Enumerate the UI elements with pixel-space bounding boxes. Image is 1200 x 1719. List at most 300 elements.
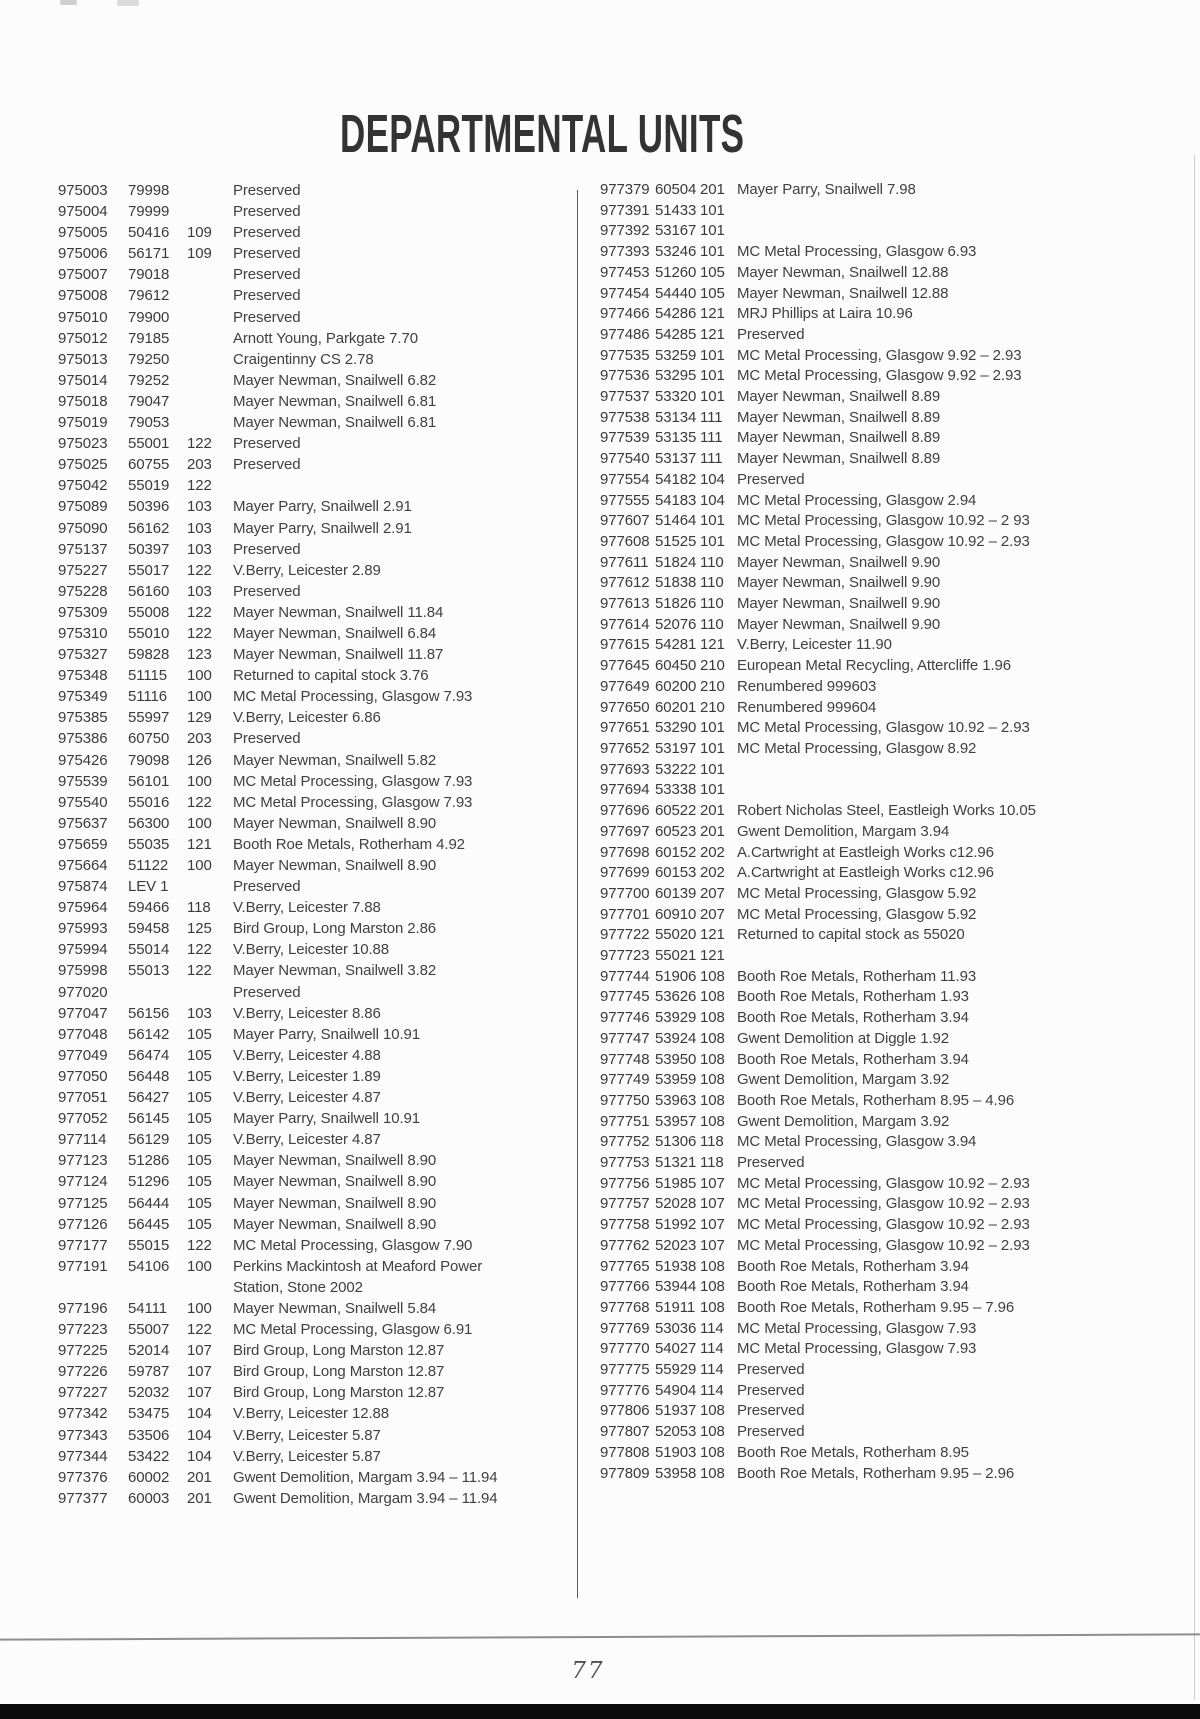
scan-artifact-mark — [117, 0, 139, 6]
disposal-note: Returned to capital stock as 55020 — [737, 926, 965, 944]
unit-number: 977227 — [58, 1384, 108, 1402]
pool-code: 111 — [700, 429, 723, 447]
disposal-note: V.Berry, Leicester 4.87 — [233, 1131, 381, 1149]
previous-number: 54106 — [128, 1257, 170, 1275]
unit-number: 977125 — [58, 1194, 108, 1212]
disposal-note: Mayer Newman, Snailwell 6.82 — [233, 371, 437, 389]
unit-number: 977554 — [600, 470, 650, 488]
table-row — [58, 1003, 574, 1024]
pool-code: 207 — [700, 884, 725, 902]
unit-number: 977645 — [600, 657, 650, 675]
previous-number: 51937 — [655, 1402, 697, 1420]
table-row — [600, 1236, 1196, 1257]
pool-code: 122 — [187, 1236, 212, 1254]
table-row — [600, 1091, 1196, 1112]
pool-code: 111 — [700, 408, 723, 426]
table-row — [58, 1319, 574, 1340]
unit-number: 977379 — [600, 181, 650, 198]
disposal-note: MC Metal Processing, Glasgow 7.93 — [737, 1340, 977, 1358]
pool-code: 107 — [187, 1363, 212, 1381]
disposal-note: MC Metal Processing, Glasgow 7.93 — [233, 793, 473, 811]
unit-number: 977050 — [58, 1067, 108, 1085]
unit-number: 977701 — [600, 905, 650, 923]
previous-number: 79047 — [128, 392, 170, 410]
unit-number: 977124 — [58, 1173, 108, 1191]
unit-number: 977698 — [600, 843, 650, 861]
pool-code: 114 — [700, 1381, 724, 1399]
unit-number: 977611 — [600, 553, 649, 571]
unit-number: 975539 — [58, 772, 108, 790]
table-row — [600, 201, 1196, 222]
pool-code: 122 — [187, 477, 212, 495]
pool-code: 108 — [700, 1091, 725, 1109]
pool-code: 108 — [700, 1029, 725, 1047]
previous-number: 51992 — [655, 1216, 697, 1234]
table-row — [600, 1381, 1196, 1402]
table-row — [600, 1194, 1196, 1215]
pool-code: 121 — [700, 305, 725, 323]
table-row — [600, 1174, 1196, 1195]
table-row — [58, 307, 574, 328]
scan-bottom-edge — [0, 1704, 1200, 1719]
table-row — [600, 1029, 1196, 1050]
pool-code: 123 — [187, 646, 212, 664]
table-row — [600, 1464, 1196, 1485]
pool-code: 105 — [700, 263, 725, 281]
disposal-note: Booth Roe Metals, Rotherham 3.94 — [737, 1050, 969, 1068]
unit-number: 975042 — [58, 477, 108, 495]
unit-number: 975005 — [58, 224, 108, 242]
unit-number: 977650 — [600, 698, 650, 716]
previous-number: 51433 — [655, 201, 697, 219]
pool-code: 121 — [187, 835, 212, 853]
pool-code: 201 — [187, 1489, 212, 1507]
table-row — [58, 180, 574, 201]
disposal-note: Booth Roe Metals, Rotherham 9.95 – 7.96 — [737, 1298, 1015, 1316]
disposal-note: MC Metal Processing, Glasgow 7.90 — [233, 1236, 473, 1254]
unit-number: 977225 — [58, 1342, 108, 1360]
unit-number: 977766 — [600, 1278, 650, 1296]
previous-number: 56427 — [128, 1089, 170, 1107]
previous-number: 56445 — [128, 1215, 170, 1233]
disposal-note: Booth Roe Metals, Rotherham 3.94 — [737, 1278, 969, 1296]
pool-code: 108 — [700, 1298, 725, 1316]
unit-number: 977649 — [600, 677, 650, 695]
previous-number: 60523 — [655, 822, 697, 840]
disposal-note: V.Berry, Leicester 10.88 — [233, 941, 390, 959]
pool-code: 114 — [700, 1319, 724, 1337]
table-row — [58, 1467, 574, 1488]
pool-code: 101 — [700, 222, 725, 240]
table-row — [58, 1235, 574, 1256]
pool-code: 100 — [187, 1299, 212, 1317]
disposal-note: MC Metal Processing, Glasgow 10.92 – 2.93 — [737, 1195, 1030, 1213]
table-row — [600, 366, 1196, 387]
pool-code: 103 — [187, 1004, 212, 1022]
previous-number: 53422 — [128, 1447, 170, 1465]
table-row — [58, 855, 574, 876]
pool-code: 210 — [700, 698, 725, 716]
table-row — [600, 1360, 1196, 1381]
unit-number: 977744 — [600, 967, 650, 985]
pool-code: 121 — [700, 325, 725, 343]
disposal-note: Gwent Demolition at Diggle 1.92 — [737, 1029, 950, 1047]
pool-code: 100 — [187, 667, 212, 685]
previous-number: 55015 — [128, 1236, 170, 1254]
previous-number: 79053 — [128, 414, 170, 432]
table-row — [58, 1024, 574, 1045]
unit-number: 977196 — [58, 1299, 108, 1317]
disposal-note: Mayer Newman, Snailwell 9.90 — [737, 553, 941, 571]
unit-number: 975013 — [58, 350, 108, 368]
disposal-note: Preserved — [233, 203, 301, 221]
unit-number: 977806 — [600, 1402, 650, 1420]
previous-number: 53959 — [655, 1071, 697, 1089]
unit-number: 977049 — [58, 1046, 108, 1064]
table-row — [600, 863, 1196, 884]
table-row — [600, 284, 1196, 305]
previous-number: 59458 — [128, 920, 170, 938]
pool-code: 122 — [187, 624, 212, 642]
unit-number: 977756 — [600, 1174, 650, 1192]
disposal-note: MC Metal Processing, Glasgow 10.92 – 2 93 — [737, 512, 1030, 530]
previous-number: 51321 — [655, 1154, 697, 1172]
previous-number: 53950 — [655, 1050, 697, 1068]
disposal-note: Returned to capital stock 3.76 — [233, 667, 429, 685]
pool-code: 122 — [187, 962, 212, 980]
unit-number: 975010 — [58, 308, 108, 326]
pool-code: 203 — [187, 456, 212, 474]
disposal-note: Preserved — [737, 1154, 805, 1172]
unit-number: 977615 — [600, 636, 650, 654]
unit-number: 975964 — [58, 899, 108, 917]
unit-number: 977613 — [600, 595, 650, 613]
table-row — [58, 1193, 574, 1214]
unit-number: 977342 — [58, 1405, 108, 1423]
table-row — [58, 539, 574, 560]
unit-number: 975659 — [58, 835, 108, 853]
pool-code: 110 — [700, 574, 724, 592]
pool-code: 122 — [187, 1321, 212, 1339]
previous-number: 56142 — [128, 1025, 170, 1043]
disposal-note: Preserved — [737, 1381, 805, 1399]
previous-number: 56474 — [128, 1046, 170, 1064]
pool-code: 201 — [187, 1468, 212, 1486]
unit-number: 977768 — [600, 1298, 650, 1316]
unit-number: 977693 — [600, 760, 650, 778]
disposal-note: Preserved — [737, 1361, 805, 1379]
previous-number: 53944 — [655, 1278, 697, 1296]
pool-code: 107 — [700, 1195, 725, 1213]
disposal-note: MC Metal Processing, Glasgow 9.92 – 2.93 — [737, 367, 1022, 385]
page-title: DEPARTMENTAL UNITS — [340, 104, 745, 165]
unit-number: 977051 — [58, 1089, 108, 1107]
previous-number: 51911 — [655, 1298, 696, 1316]
table-row — [600, 532, 1196, 553]
unit-number: 975998 — [58, 962, 108, 980]
pool-code: 122 — [187, 603, 212, 621]
disposal-note: Gwent Demolition, Margam 3.94 – 11.94 — [233, 1468, 498, 1486]
table-row — [58, 391, 574, 412]
table-row — [600, 470, 1196, 491]
pool-code: 121 — [700, 926, 725, 944]
pool-code: 201 — [700, 822, 725, 840]
unit-number: 977538 — [600, 408, 650, 426]
unit-number: 975007 — [58, 266, 108, 284]
pool-code: 104 — [700, 491, 725, 509]
previous-number: 52076 — [655, 615, 697, 633]
table-row — [58, 454, 574, 475]
disposal-note: Renumbered 999604 — [737, 698, 877, 716]
disposal-note: MC Metal Processing, Glasgow 7.93 — [737, 1319, 977, 1337]
unit-number: 975014 — [58, 371, 108, 389]
table-row — [58, 728, 574, 749]
table-row — [600, 698, 1196, 719]
pool-code: 210 — [700, 677, 725, 695]
table-row — [58, 876, 574, 897]
table-row — [58, 1150, 574, 1171]
unit-number: 977126 — [58, 1215, 108, 1233]
pool-code: 101 — [700, 532, 725, 550]
previous-number: 54285 — [655, 325, 697, 343]
previous-number: 60450 — [655, 657, 697, 675]
disposal-note: Robert Nicholas Steel, Eastleigh Works 10.05 — [737, 802, 1036, 820]
disposal-note: MC Metal Processing, Glasgow 7.93 — [233, 772, 473, 790]
pool-code: 105 — [187, 1067, 212, 1085]
unit-number: 975426 — [58, 751, 108, 769]
previous-number: 53167 — [655, 222, 697, 240]
table-row — [58, 1256, 574, 1298]
previous-number: 60152 — [655, 843, 697, 861]
previous-number: 53626 — [655, 988, 697, 1006]
disposal-note: Preserved — [233, 308, 301, 326]
previous-number: 55008 — [128, 603, 170, 621]
column-divider-rule — [577, 190, 578, 1598]
table-row — [600, 1443, 1196, 1464]
pool-code: 108 — [700, 1423, 725, 1441]
pool-code: 108 — [700, 1443, 725, 1461]
right-column — [600, 180, 1196, 1484]
pool-code: 108 — [700, 988, 725, 1006]
unit-number: 975019 — [58, 414, 108, 432]
pool-code: 101 — [700, 760, 725, 778]
disposal-note: Booth Roe Metals, Rotherham 3.94 — [737, 1009, 969, 1027]
disposal-note: Mayer Newman, Snailwell 8.90 — [233, 814, 437, 832]
unit-number: 977769 — [600, 1319, 650, 1337]
previous-number: 60002 — [128, 1468, 170, 1486]
pool-code: 101 — [700, 346, 725, 364]
disposal-note: Preserved — [233, 266, 301, 284]
unit-number: 975089 — [58, 498, 108, 516]
pool-code: 105 — [700, 284, 725, 302]
previous-number: 53246 — [655, 243, 697, 261]
unit-number: 975349 — [58, 688, 108, 706]
unit-number: 977376 — [58, 1468, 108, 1486]
table-row — [58, 813, 574, 834]
disposal-note: Craigentinny CS 2.78 — [233, 350, 374, 368]
previous-number: 53963 — [655, 1091, 697, 1109]
disposal-note: Mayer Newman, Snailwell 12.88 — [737, 284, 949, 302]
unit-number: 975309 — [58, 603, 108, 621]
table-row — [600, 884, 1196, 905]
previous-number: 55021 — [655, 947, 697, 965]
disposal-note: European Metal Recycling, Attercliffe 1.96 — [737, 657, 1012, 675]
table-row — [600, 1298, 1196, 1319]
disposal-note: V.Berry, Leicester 4.87 — [233, 1089, 381, 1107]
pool-code: 110 — [700, 553, 724, 571]
unit-number: 977699 — [600, 864, 650, 882]
unit-number: 977809 — [600, 1464, 650, 1482]
table-row — [600, 180, 1196, 201]
table-row — [58, 222, 574, 243]
previous-number: 56300 — [128, 814, 170, 832]
unit-number: 977177 — [58, 1236, 108, 1254]
unit-number: 977535 — [600, 346, 650, 364]
disposal-note: V.Berry, Leicester 7.88 — [233, 899, 381, 917]
disposal-note: MC Metal Processing, Glasgow 10.92 – 2.93 — [737, 1174, 1030, 1192]
unit-number: 975993 — [58, 920, 108, 938]
unit-number: 975008 — [58, 287, 108, 305]
pool-code: 203 — [187, 730, 212, 748]
pool-code: 109 — [187, 245, 212, 263]
table-row — [58, 602, 574, 623]
previous-number: 51116 — [128, 688, 167, 706]
table-row — [58, 1171, 574, 1192]
pool-code: 114 — [700, 1361, 724, 1379]
unit-number: 977454 — [600, 284, 650, 302]
unit-number: 977808 — [600, 1443, 650, 1461]
disposal-note: Preserved — [233, 983, 301, 1001]
unit-number: 977537 — [600, 388, 650, 406]
disposal-note: Bird Group, Long Marston 12.87 — [233, 1342, 445, 1360]
table-row — [600, 511, 1196, 532]
unit-number: 977753 — [600, 1154, 650, 1172]
previous-number: 52023 — [655, 1236, 697, 1254]
unit-number: 977807 — [600, 1423, 650, 1441]
table-row — [600, 221, 1196, 242]
previous-number: 79998 — [128, 182, 170, 199]
table-row — [58, 201, 574, 222]
disposal-note: Preserved — [233, 224, 301, 242]
table-row — [600, 760, 1196, 781]
disposal-note: MC Metal Processing, Glasgow 10.92 – 2.93 — [737, 1216, 1030, 1234]
unit-number: 977750 — [600, 1091, 650, 1109]
pool-code: 207 — [700, 905, 725, 923]
unit-number: 977612 — [600, 574, 650, 592]
table-row — [58, 496, 574, 517]
pool-code: 108 — [700, 1071, 725, 1089]
previous-number: 60139 — [655, 884, 697, 902]
previous-number: 54111 — [128, 1299, 167, 1317]
table-row — [58, 1361, 574, 1382]
disposal-note: Mayer Parry, Snailwell 2.91 — [233, 519, 412, 537]
unit-number: 977614 — [600, 615, 650, 633]
disposal-note: MC Metal Processing, Glasgow 3.94 — [737, 1133, 977, 1151]
table-row — [600, 843, 1196, 864]
pool-code: 101 — [700, 781, 725, 799]
disposal-note: V.Berry, Leicester 5.87 — [233, 1447, 381, 1465]
disposal-note: Booth Roe Metals, Rotherham 4.92 — [233, 835, 465, 853]
table-row — [58, 1382, 574, 1403]
pool-code: 107 — [700, 1236, 725, 1254]
disposal-note: Gwent Demolition, Margam 3.94 – 11.94 — [233, 1489, 498, 1507]
previous-number: 60153 — [655, 864, 697, 882]
table-row — [600, 656, 1196, 677]
pool-code: 103 — [187, 582, 212, 600]
unit-number: 977745 — [600, 988, 650, 1006]
unit-number: 977223 — [58, 1321, 108, 1339]
unit-number: 977052 — [58, 1110, 108, 1128]
table-row — [58, 918, 574, 939]
previous-number: 56160 — [128, 582, 170, 600]
table-row — [58, 1214, 574, 1235]
unit-number: 975385 — [58, 709, 108, 727]
previous-number: 79999 — [128, 203, 170, 221]
disposal-note: Preserved — [233, 287, 301, 305]
disposal-note: V.Berry, Leicester 5.87 — [233, 1426, 381, 1444]
previous-number: 55001 — [128, 435, 170, 453]
disposal-note: Preserved — [737, 1402, 805, 1420]
table-row — [58, 1340, 574, 1361]
unit-number: 975137 — [58, 540, 108, 558]
table-row — [600, 428, 1196, 449]
previous-number: 51260 — [655, 263, 697, 281]
disposal-note: Mayer Newman, Snailwell 11.87 — [233, 646, 444, 664]
unit-number: 975386 — [58, 730, 108, 748]
pool-code: 202 — [700, 843, 725, 861]
table-row — [58, 328, 574, 349]
pool-code: 107 — [700, 1216, 725, 1234]
table-row — [58, 1488, 574, 1509]
disposal-note: Mayer Newman, Snailwell 8.90 — [233, 1194, 437, 1212]
disposal-note: Mayer Newman, Snailwell 6.81 — [233, 392, 437, 410]
table-row — [600, 1339, 1196, 1360]
previous-number: 79900 — [128, 308, 170, 326]
disposal-note: MC Metal Processing, Glasgow 10.92 – 2.93 — [737, 1236, 1030, 1254]
previous-number: 55016 — [128, 793, 170, 811]
disposal-note: Mayer Newman, Snailwell 8.89 — [737, 408, 941, 426]
pool-code: 101 — [700, 243, 725, 261]
pool-code: 105 — [187, 1131, 212, 1149]
disposal-note: Mayer Newman, Snailwell 3.82 — [233, 962, 437, 980]
previous-number: 55929 — [655, 1361, 697, 1379]
table-row — [600, 449, 1196, 470]
disposal-note: Mayer Parry, Snailwell 10.91 — [233, 1110, 421, 1128]
pool-code: 107 — [187, 1342, 212, 1360]
previous-number: 51286 — [128, 1152, 170, 1170]
pool-code: 105 — [187, 1046, 212, 1064]
disposal-note: Mayer Newman, Snailwell 8.89 — [737, 429, 941, 447]
table-row — [600, 905, 1196, 926]
pool-code: 104 — [700, 470, 725, 488]
unit-number: 977114 — [58, 1131, 107, 1149]
previous-number: 53222 — [655, 760, 697, 778]
pool-code: 105 — [187, 1194, 212, 1212]
table-row — [600, 635, 1196, 656]
unit-number: 975090 — [58, 519, 108, 537]
table-row — [58, 1446, 574, 1467]
table-row — [58, 1129, 574, 1150]
unit-number: 975025 — [58, 456, 108, 474]
disposal-note: Mayer Newman, Snailwell 8.90 — [233, 857, 437, 874]
unit-number: 975637 — [58, 814, 108, 832]
pool-code: 101 — [700, 739, 725, 757]
pool-code: 126 — [187, 751, 212, 769]
disposal-note: V.Berry, Leicester 6.86 — [233, 709, 381, 727]
table-row — [58, 623, 574, 644]
unit-number: 977697 — [600, 822, 650, 840]
unit-number: 977765 — [600, 1257, 650, 1275]
